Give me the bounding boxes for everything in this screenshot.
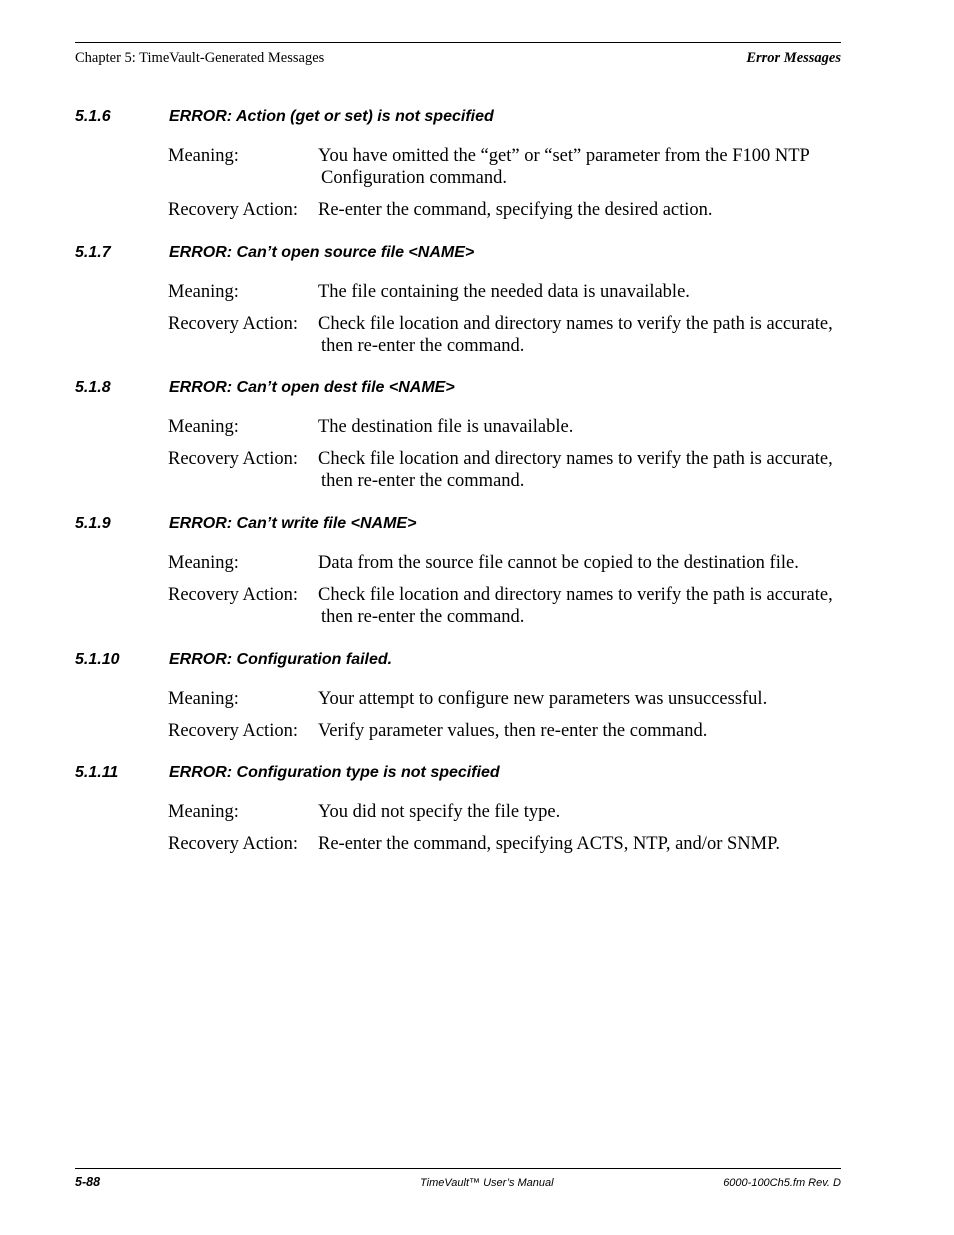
section-number: 5.1.7 (75, 244, 111, 261)
recovery-action-text (318, 199, 848, 221)
recovery-action-label: Recovery Action: (168, 449, 298, 469)
recovery-action-label: Recovery Action: (168, 200, 298, 220)
meaning-text (318, 281, 848, 303)
value-line: Check file location and directory names to verify the path is accurate, (318, 314, 833, 334)
meaning-label: Meaning: (168, 689, 239, 709)
section-heading: ERROR: Configuration type is not specified (169, 764, 500, 781)
value-line: Check file location and directory names to verify the path is accurate, (318, 585, 833, 605)
value-line: Data from the source file cannot be copied to the destination file. (318, 553, 799, 573)
section-number: 5.1.6 (75, 108, 111, 125)
manual-title: TimeVault™ User’s Manual (420, 1177, 554, 1189)
value-line: The file containing the needed data is unavailable. (318, 282, 690, 302)
recovery-action-text (318, 833, 848, 855)
meaning-text (318, 552, 848, 574)
meaning-text (318, 145, 848, 189)
section-number: 5.1.9 (75, 515, 111, 532)
section-heading: ERROR: Can’t open dest file <NAME> (169, 379, 455, 396)
section-heading: ERROR: Action (get or set) is not specified (169, 108, 494, 125)
page-footer (75, 1168, 841, 1189)
value-line: Configuration command. (321, 168, 507, 188)
value-line: Your attempt to configure new parameters was unsuccessful. (318, 689, 768, 709)
meaning-label: Meaning: (168, 282, 239, 302)
section-number: 5.1.10 (75, 651, 120, 668)
value-line: Re-enter the command, specifying ACTS, NTP, and/or SNMP. (318, 834, 780, 854)
value-line: Re-enter the command, specifying the desired action. (318, 200, 713, 220)
meaning-label: Meaning: (168, 417, 239, 437)
section-number: 5.1.11 (75, 764, 119, 781)
recovery-action-label: Recovery Action: (168, 585, 298, 605)
page-number: 5-88 (75, 1175, 101, 1189)
section-heading: ERROR: Can’t write file <NAME> (169, 515, 417, 532)
value-line: You have omitted the “get” or “set” parameter from the F100 NTP (318, 146, 810, 166)
meaning-label: Meaning: (168, 802, 239, 822)
recovery-action-text (318, 584, 848, 628)
value-line: Verify parameter values, then re-enter the command. (318, 721, 708, 741)
section-title: Error Messages (746, 50, 841, 66)
meaning-text (318, 801, 848, 823)
recovery-action-text (318, 448, 848, 492)
value-line: You did not specify the file type. (318, 802, 561, 822)
recovery-action-label: Recovery Action: (168, 314, 298, 334)
recovery-action-label: Recovery Action: (168, 834, 298, 854)
section-heading: ERROR: Can’t open source file <NAME> (169, 244, 475, 261)
recovery-action-text (318, 313, 848, 357)
meaning-text (318, 416, 848, 438)
section-heading: ERROR: Configuration failed. (169, 651, 393, 668)
value-line: then re-enter the command. (321, 471, 525, 491)
value-line: then re-enter the command. (321, 607, 525, 627)
value-line: Check file location and directory names to verify the path is accurate, (318, 449, 833, 469)
section-number: 5.1.8 (75, 379, 111, 396)
file-revision: 6000-100Ch5.fm Rev. D (723, 1177, 841, 1189)
recovery-action-label: Recovery Action: (168, 721, 298, 741)
meaning-label: Meaning: (168, 146, 239, 166)
recovery-action-text (318, 720, 848, 742)
page-header (75, 42, 841, 66)
value-line: The destination file is unavailable. (318, 417, 574, 437)
meaning-label: Meaning: (168, 553, 239, 573)
meaning-text (318, 688, 848, 710)
value-line: then re-enter the command. (321, 336, 525, 356)
chapter-title: Chapter 5: TimeVault-Generated Messages (75, 50, 325, 66)
